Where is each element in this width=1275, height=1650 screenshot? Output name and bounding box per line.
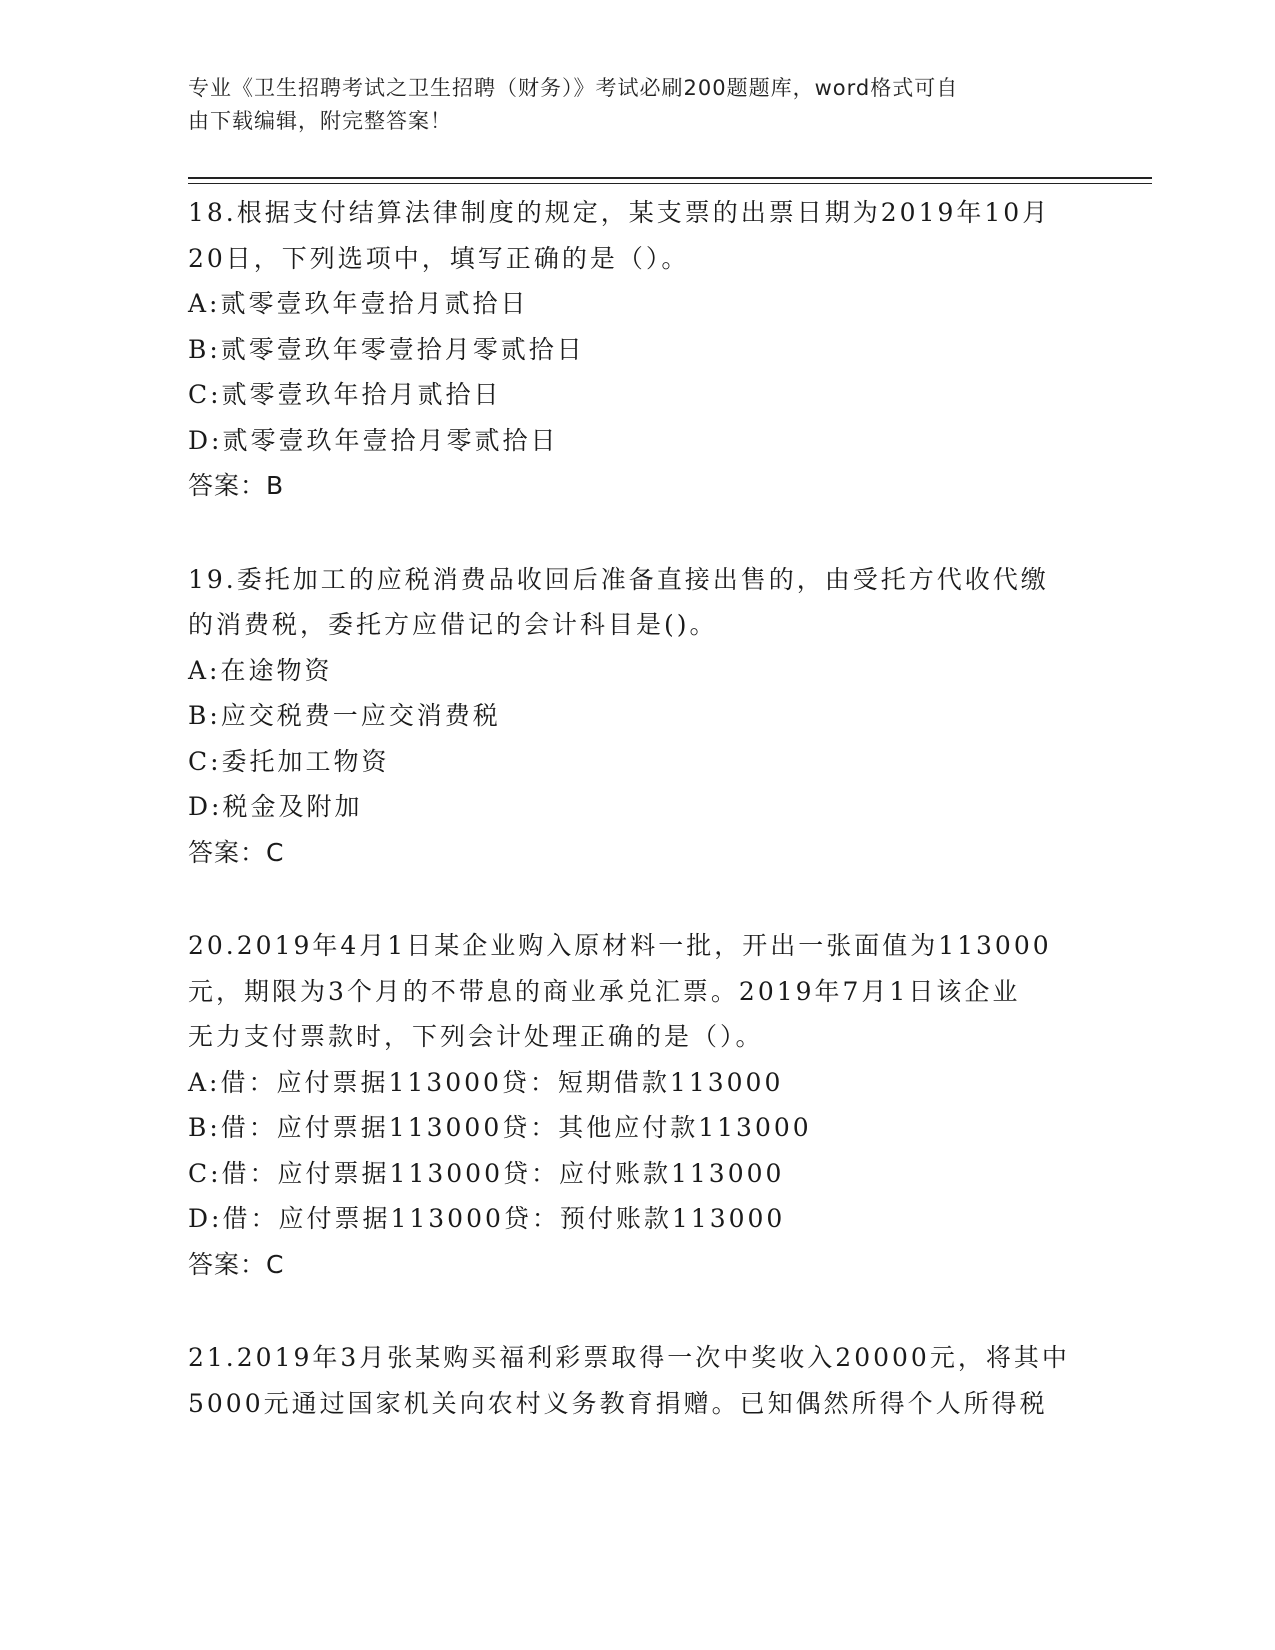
question-20 [188, 923, 1088, 1287]
question-18 [188, 190, 1088, 509]
question-stem-line: 21.2019年3月张某购买福利彩票取得一次中奖收入20000元，将其中 [188, 1343, 1070, 1372]
question-stem-line: 20.2019年4月1日某企业购入原材料一批，开出一张面值为113000 [188, 931, 1052, 960]
answer-label: 答案：C [188, 1249, 285, 1279]
option-c: C:贰零壹玖年拾月贰拾日 [188, 380, 502, 409]
option-c: C:借：应付票据113000贷：应付账款113000 [188, 1158, 785, 1188]
option-b: B:应交税费一应交消费税 [188, 701, 501, 730]
option-a: A:借：应付票据113000贷：短期借款113000 [188, 1067, 784, 1097]
option-a: A:在途物资 [188, 655, 333, 685]
question-stem-line: 无力支付票款时，下列会计处理正确的是（）。 [188, 1022, 764, 1051]
question-21 [188, 1335, 1088, 1426]
question-19 [188, 557, 1088, 876]
question-stem-line: 18.根据支付结算法律制度的规定，某支票的出票日期为2019年10月 [188, 198, 1051, 227]
option-b: B:借：应付票据113000贷：其他应付款113000 [188, 1113, 812, 1142]
question-stem-line: 的消费税，委托方应借记的会计科目是()。 [188, 610, 718, 639]
question-stem-line: 20日，下列选项中，填写正确的是（）。 [188, 243, 690, 273]
option-a: A:贰零壹玖年壹拾月贰拾日 [188, 289, 529, 318]
question-stem-line: 5000元通过国家机关向农村义务教育捐赠。已知偶然所得个人所得税 [188, 1388, 1048, 1418]
answer-label: 答案：B [188, 471, 285, 500]
option-d: D:税金及附加 [188, 792, 363, 821]
header-divider-thick [188, 177, 1152, 179]
option-d: D:借：应付票据113000贷：预付账款113000 [188, 1204, 786, 1233]
option-b: B:贰零壹玖年零壹拾月零贰拾日 [188, 334, 585, 364]
header-line-1: 专业《卫生招聘考试之卫生招聘（财务）》考试必刷200题题库，word格式可自 [188, 76, 959, 100]
question-list [188, 190, 1088, 1474]
option-d: D:贰零壹玖年壹拾月零贰拾日 [188, 425, 559, 455]
answer-label: 答案：C [188, 837, 285, 867]
header-line-2: 由下载编辑，附完整答案！ [188, 109, 452, 133]
question-stem-line: 19.委托加工的应税消费品收回后准备直接出售的，由受托方代收代缴 [188, 564, 1049, 594]
question-stem-line: 元，期限为3个月的不带息的商业承兑汇票。2019年7月1日该企业 [188, 976, 1021, 1006]
document-header [188, 72, 1068, 138]
option-c: C:委托加工物资 [188, 746, 390, 776]
header-divider-thin [188, 183, 1152, 184]
